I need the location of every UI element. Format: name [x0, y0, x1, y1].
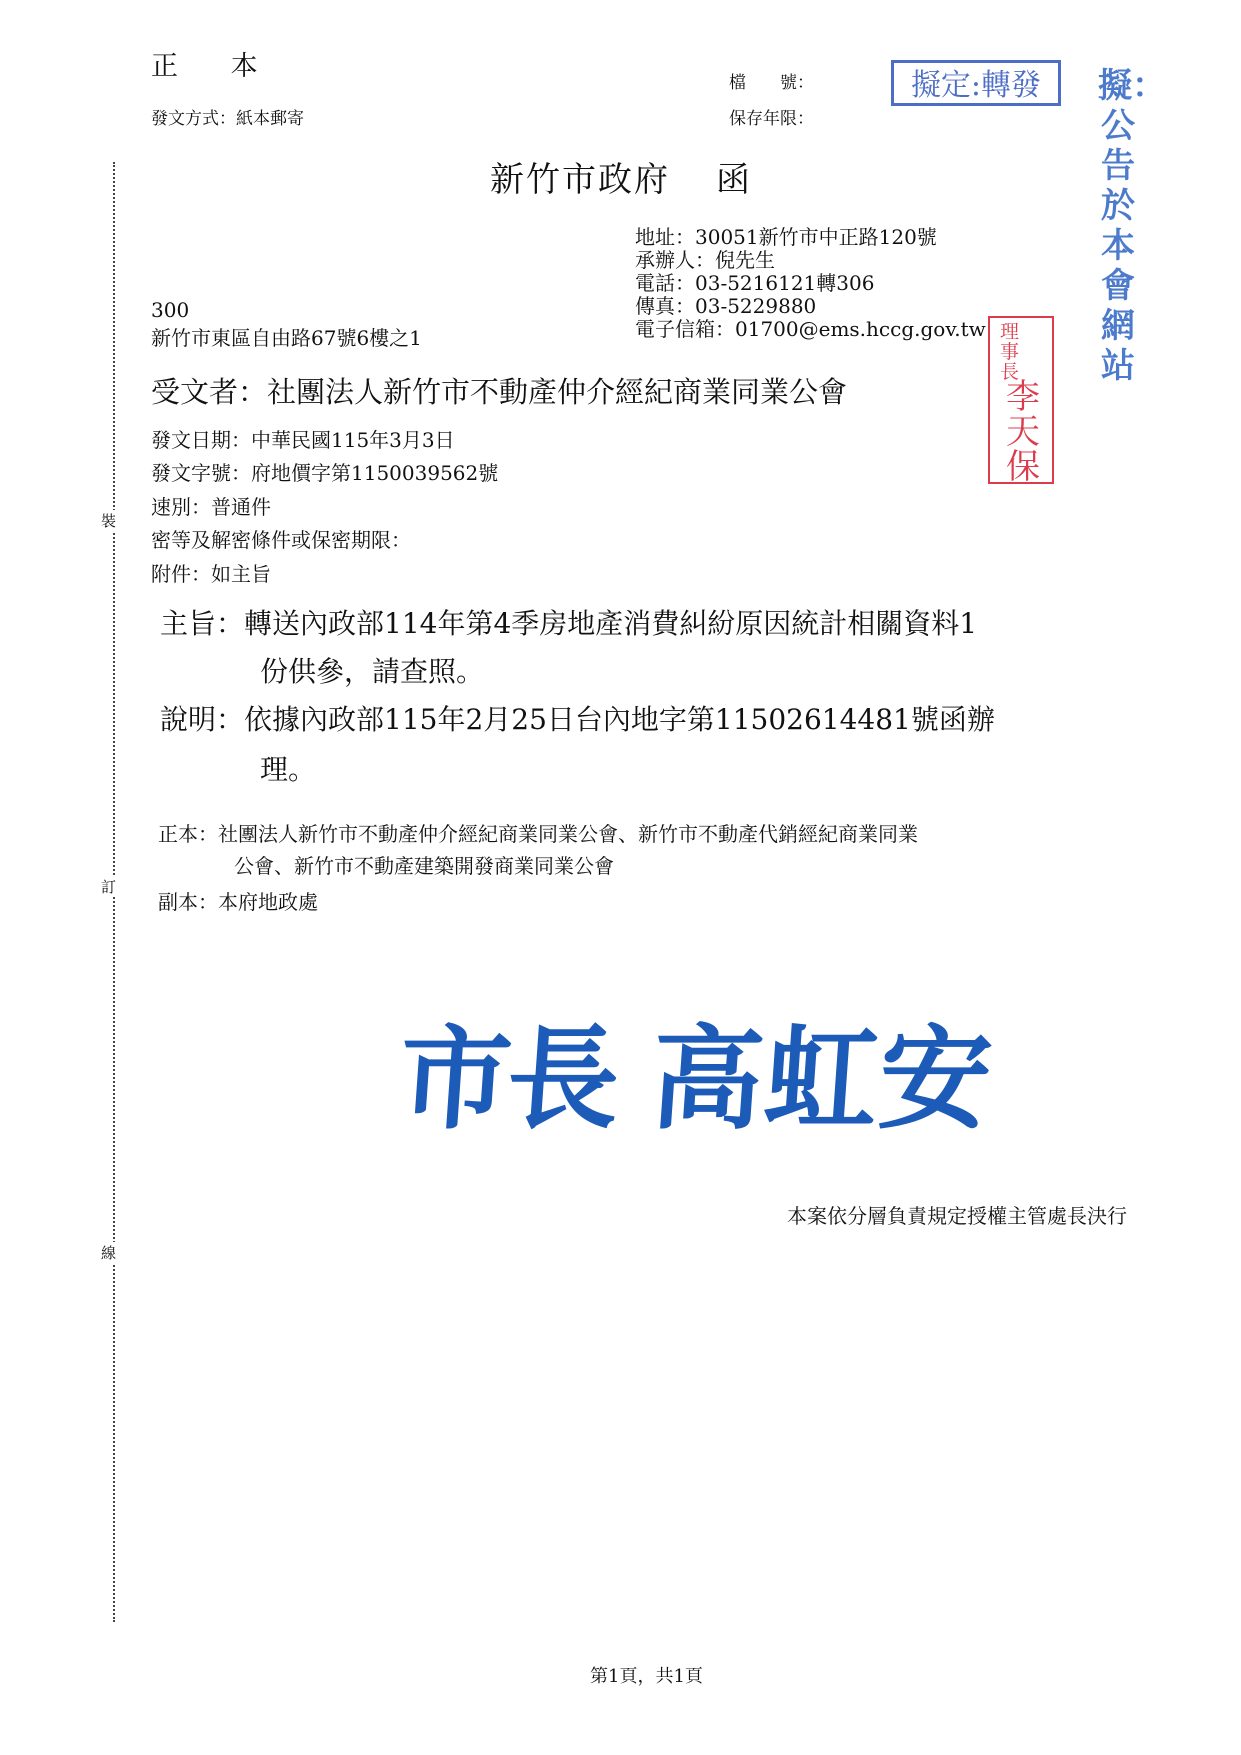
handler: 承辦人：倪先生: [635, 248, 775, 272]
phone: 電話：03-5216121轉306: [635, 271, 875, 295]
agency-name: 新竹市政府: [490, 160, 670, 200]
binding-mark-xian: 線: [101, 1244, 117, 1262]
chairman-seal: [988, 316, 1054, 487]
signature-name: 高虹安: [646, 1014, 998, 1145]
copy-recipients: 副本：本府地政處: [158, 890, 318, 914]
priority: 速別：普通件: [151, 495, 271, 519]
sender-contact-block: [635, 226, 986, 341]
issue-date: 發文日期：中華民國115年3月3日: [151, 428, 455, 452]
subject-line-1: 主旨：轉送內政部114年第4季房地產消費糾紛原因統計相關資料1: [160, 607, 978, 640]
delegation-note: 本案依分層負責規定授權主管處長決行: [787, 1204, 1127, 1228]
email: 電子信箱：01700@ems.hccg.gov.tw: [635, 317, 986, 341]
recipient-zip: 300: [151, 298, 190, 322]
web-notice-stamp: 擬：公告於本會網站: [1098, 66, 1166, 386]
seal-name: 李天保: [1006, 377, 1040, 487]
doc-type: 函: [716, 160, 752, 200]
binding-mark-ding: 訂: [101, 878, 117, 896]
explanation-line-1: 說明：依據內政部115年2月25日台內地字第11502614481號函辦: [160, 703, 995, 736]
delivery-method: 發文方式：紙本郵寄: [151, 109, 304, 129]
file-number-label: 檔 號：: [729, 73, 814, 93]
original-recipients-line-2: 公會、新竹市不動產建築開發商業同業公會: [234, 854, 614, 878]
fax: 傳真：03-5229880: [635, 294, 817, 318]
copy-type-label: 正 本: [151, 51, 280, 82]
attachment: 附件：如主旨: [151, 562, 271, 586]
classification: 密等及解密條件或保密期限：: [151, 528, 411, 552]
subject-line-2: 份供參，請查照。: [260, 655, 485, 688]
page-number: 第1頁，共1頁: [590, 1666, 703, 1687]
document-title: [490, 152, 752, 201]
sender-address: 地址：30051新竹市中正路120號: [635, 225, 937, 249]
recipient-address: 新竹市東區自由路67號6樓之1: [151, 326, 422, 350]
signature-title: 市長: [394, 1014, 620, 1145]
binding-mark-zhuang: 裝: [101, 512, 117, 530]
mayor-signature: [394, 990, 999, 1151]
draft-stamp: 擬定:轉發: [891, 60, 1061, 106]
recipient: 受文者：社團法人新竹市不動產仲介經紀商業同業公會: [151, 375, 848, 409]
seal-title: 理事長: [1000, 321, 1020, 383]
original-recipients-line-1: 正本：社團法人新竹市不動產仲介經紀商業同業公會、新竹市不動產代銷經紀商業同業: [158, 822, 918, 846]
doc-number: 發文字號：府地價字第1150039562號: [151, 461, 499, 485]
explanation-line-2: 理。: [260, 753, 317, 786]
retention-label: 保存年限：: [729, 109, 814, 129]
